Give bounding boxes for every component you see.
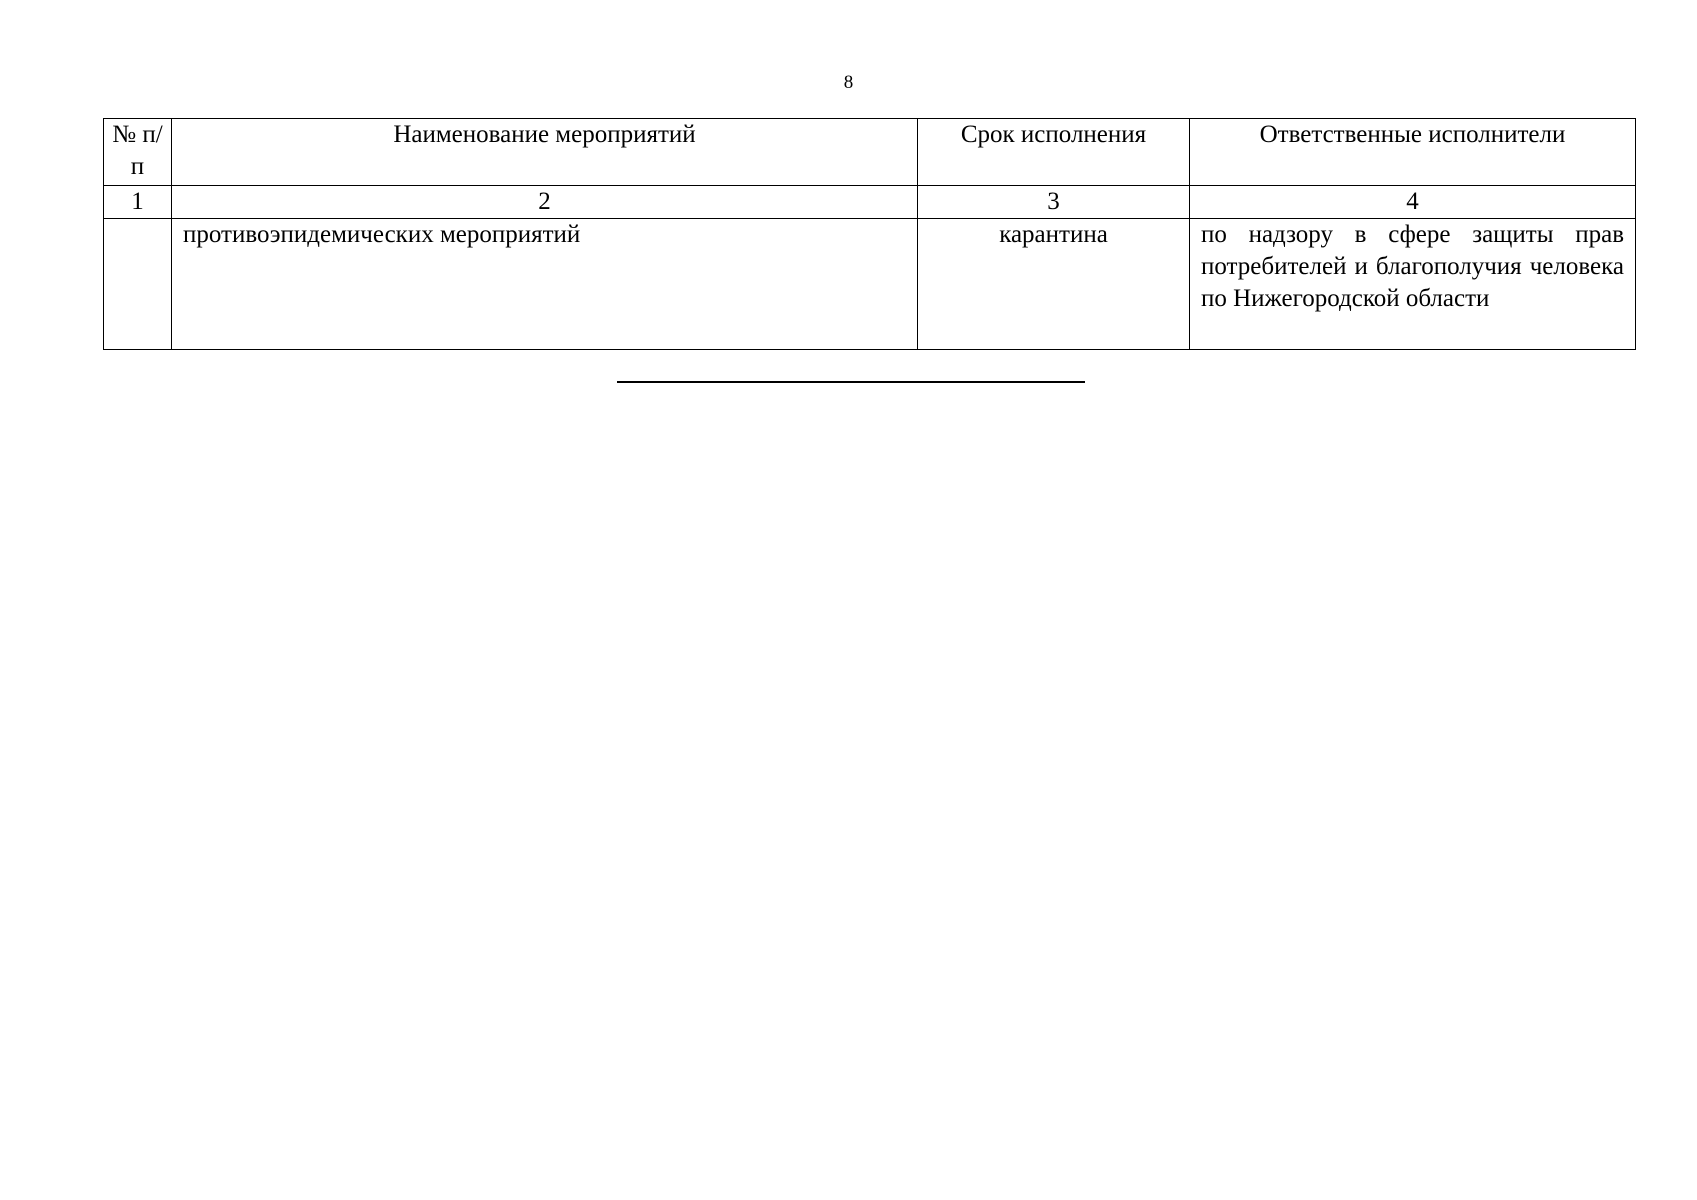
header-deadline: Срок исполнения [918,119,1190,186]
header-number: № п/п [104,119,172,186]
table-row [104,219,1636,350]
column-number-4: 4 [1190,186,1636,219]
end-of-document-rule [617,381,1085,383]
responsible-cell: по надзору в сфере защиты прав потребителей и благополучия человека по Нижегородской области [1190,219,1636,350]
row-number-cell [104,219,172,350]
header-responsible: Ответственные исполнители [1190,119,1636,186]
column-number-row [104,186,1636,219]
column-number-3: 3 [918,186,1190,219]
measure-name-cell: противоэпидемических мероприятий [172,219,918,350]
measures-table [103,118,1636,350]
column-number-1: 1 [104,186,172,219]
table-header-row [104,119,1636,186]
header-name: Наименование мероприятий [172,119,918,186]
page-number: 8 [843,72,854,93]
deadline-cell: карантина [918,219,1190,350]
column-number-2: 2 [172,186,918,219]
